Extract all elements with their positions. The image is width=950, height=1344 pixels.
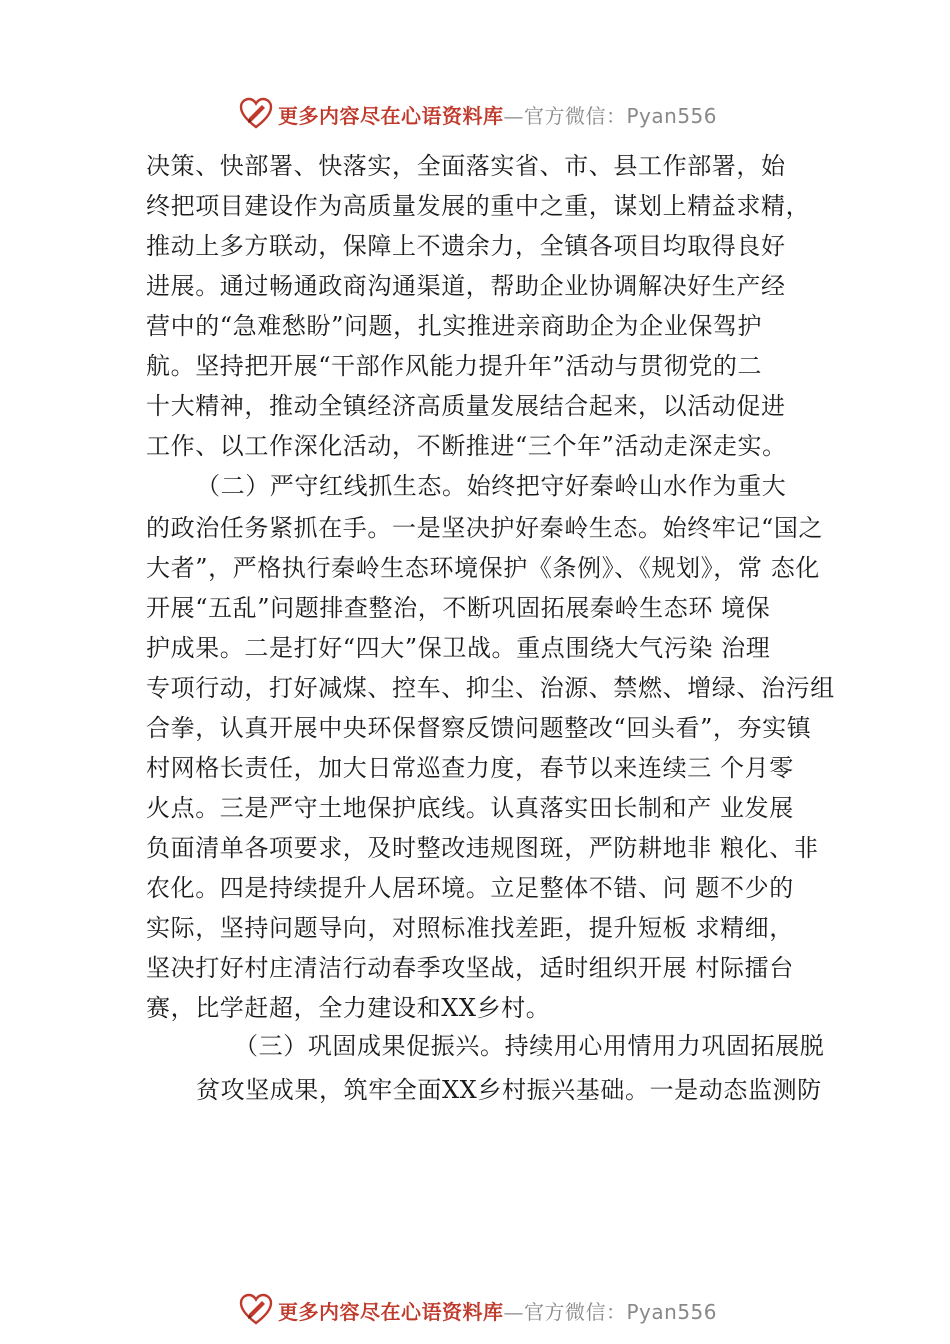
heart-pen-logo-icon	[238, 96, 274, 132]
banner-text	[278, 100, 717, 129]
body-line: 坚决打好村庄清洁行动春季攻坚战，适时组织开展 村际擂台	[146, 954, 794, 982]
footer-banner	[238, 1290, 738, 1330]
body-line: 农化。四是持续提升人居环境。立足整体不错、问 题不少的	[146, 874, 794, 902]
body-line: 贫攻坚成果，筑牢全面XX乡村振兴基础。一是动态监测防	[196, 1076, 822, 1104]
banner-wechat-id: Pyan556	[626, 103, 718, 128]
banner-main-text: 更多内容尽在心语资料库	[278, 103, 504, 128]
body-line: 十大精神，推动全镇经济高质量发展结合起来，以活动促进	[146, 392, 786, 420]
body-line: 进展。通过畅通政商沟通渠道，帮助企业协调解决好生产经	[146, 272, 786, 300]
banner-wechat-label: 官方微信：	[524, 103, 627, 128]
header-banner	[238, 94, 738, 134]
body-line: 大者”，严格执行秦岭生态环境保护《条例》、《规划》，常 态化	[146, 554, 820, 582]
body-line: 航。坚持把开展“干部作风能力提升年”活动与贯彻党的二	[146, 352, 763, 380]
body-line: 护成果。二是打好“四大”保卫战。重点围绕大气污染 治理	[146, 634, 771, 662]
body-line: 赛，比学赶超，全力建设和XX乡村。	[146, 994, 551, 1022]
section-heading-line: （三）巩固成果促振兴。持续用心用情用力巩固拓展脱	[234, 1032, 825, 1060]
banner-main-text: 更多内容尽在心语资料库	[278, 1299, 504, 1324]
body-line: 开展“五乱”问题排查整治，不断巩固拓展秦岭生态环 境保	[146, 594, 771, 622]
body-line: 工作、以工作深化活动，不断推进“三个年”活动走深走实。	[146, 432, 787, 460]
banner-dash: —	[503, 103, 524, 128]
body-line: 营中的“急难愁盼”问题，扎实推进亲商助企为企业保驾护	[146, 312, 763, 340]
body-line: 推动上多方联动，保障上不遗余力，全镇各项目均取得良好	[146, 232, 786, 260]
body-line: 决策、快部署、快落实，全面落实省、市、县工作部署，始	[146, 152, 786, 180]
banner-dash: —	[503, 1299, 524, 1324]
section-heading-line: （二）严守红线抓生态。始终把守好秦岭山水作为重大	[196, 472, 787, 500]
body-line: 村网格长责任，加大日常巡查力度，春节以来连续三 个月零	[146, 754, 794, 782]
body-line: 终把项目建设作为高质量发展的重中之重，谋划上精益求精，	[146, 192, 811, 220]
body-line: 专项行动，打好减煤、控车、抑尘、治源、禁燃、增绿、治污组	[146, 674, 835, 702]
body-line: 负面清单各项要求，及时整改违规图斑，严防耕地非 粮化、非	[146, 834, 819, 862]
body-line: 合拳，认真开展中央环保督察反馈问题整改“回头看”，夯实镇	[146, 714, 812, 742]
body-line: 的政治任务紧抓在手。一是坚决护好秦岭生态。始终牢记“国之	[146, 514, 824, 542]
body-line: 火点。三是严守土地保护底线。认真落实田长制和产 业发展	[146, 794, 794, 822]
body-line: 实际，坚持问题导向，对照标准找差距，提升短板 求精细，	[146, 914, 794, 942]
banner-wechat-label: 官方微信：	[524, 1299, 627, 1324]
banner-wechat-id: Pyan556	[626, 1299, 718, 1324]
heart-pen-logo-icon	[238, 1292, 274, 1328]
banner-text	[278, 1296, 717, 1325]
